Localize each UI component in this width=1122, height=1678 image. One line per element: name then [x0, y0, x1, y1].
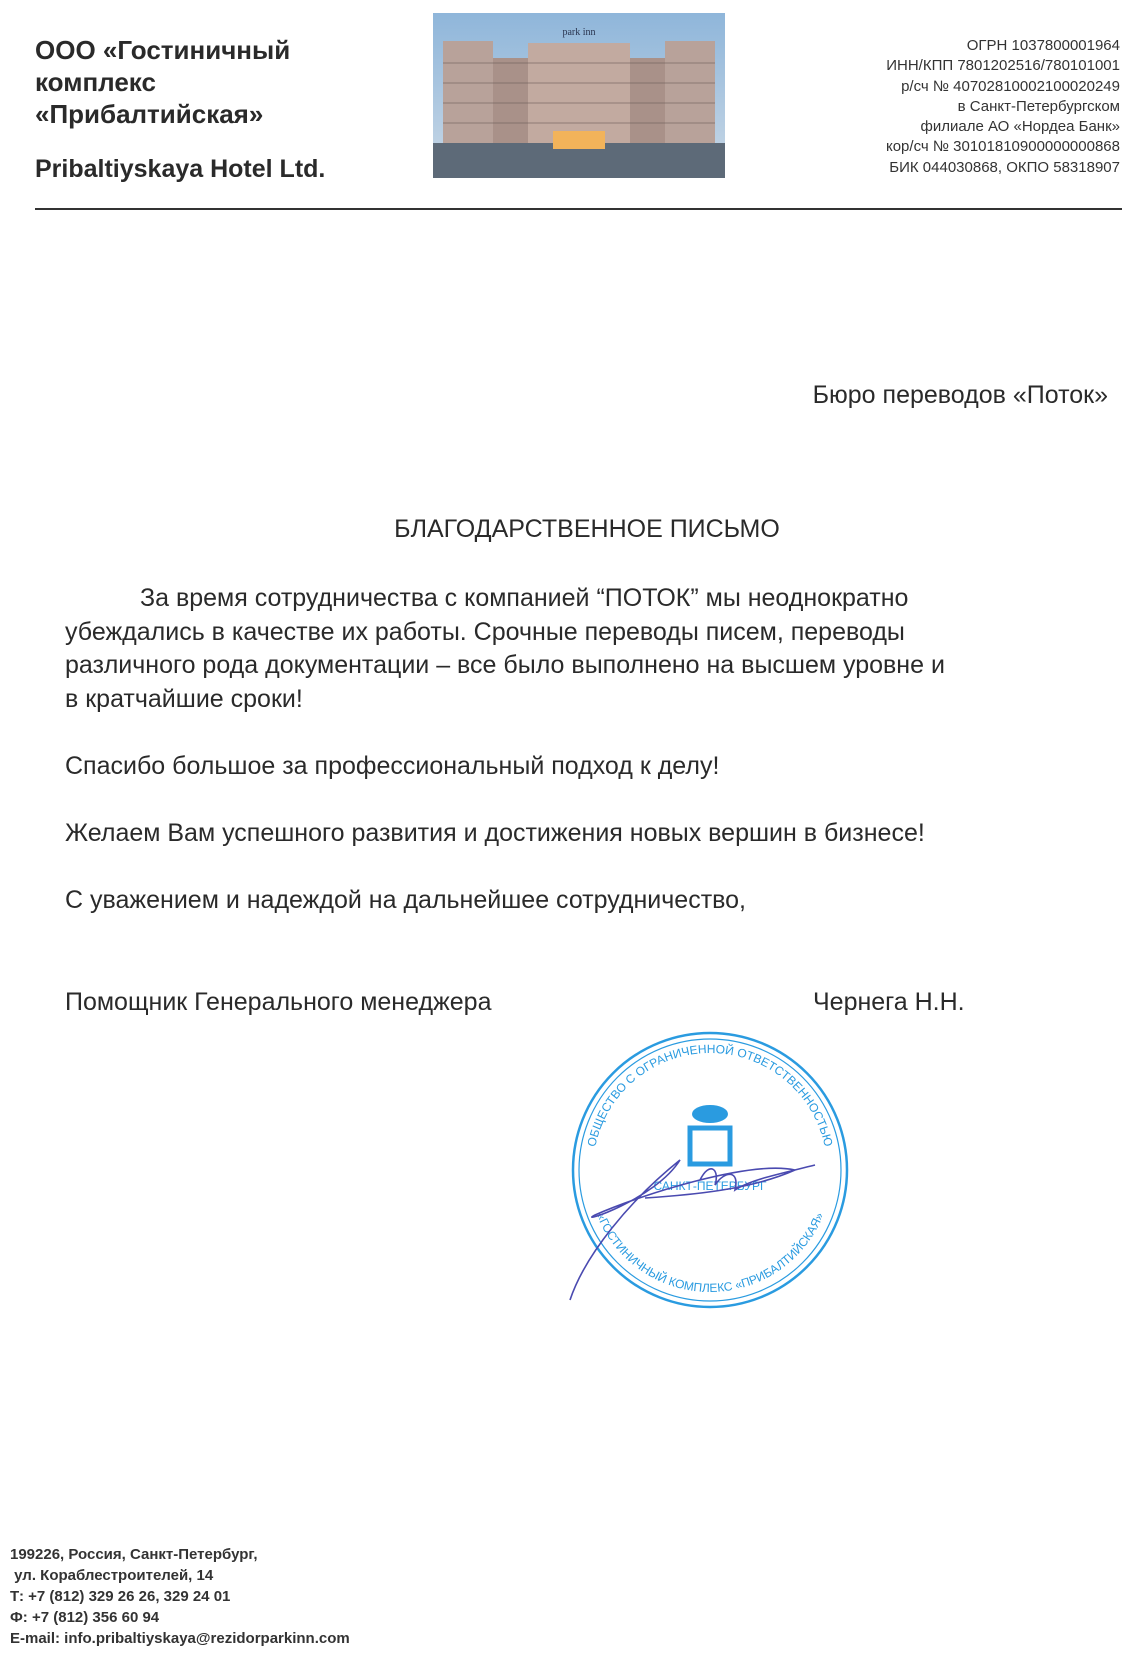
letter-title: БЛАГОДАРСТВЕННОЕ ПИСЬМО — [394, 515, 780, 543]
requisite-line: БИК 044030868, ОКПО 58318907 — [889, 158, 1120, 176]
requisite-line: в Санкт-Петербургском — [957, 97, 1120, 115]
paragraph-line: различного рода документации – все было выполнено на высшем уровне и — [65, 651, 945, 679]
recipient: Бюро переводов «Поток» — [812, 381, 1108, 409]
footer-contacts — [10, 1544, 350, 1649]
requisite-line: р/сч № 40702810002100020249 — [901, 77, 1120, 95]
hotel-photo — [433, 13, 725, 178]
footer-street: ул. Кораблестроителей, 14 — [10, 1567, 214, 1584]
paragraph-line: убеждались в качестве их работы. Срочные переводы писем, переводы — [65, 617, 905, 646]
footer-email: E-mail: info.pribaltiyskaya@rezidorparkinn.com — [10, 1630, 350, 1647]
thanks-line: Спасибо большое за профессиональный подход к делу! — [65, 752, 720, 780]
footer-address: 199226, Россия, Санкт-Петербург, — [10, 1546, 258, 1563]
closing-line: С уважением и надеждой на дальнейшее сотрудничество, — [65, 886, 747, 914]
company-line: комплекс — [35, 67, 156, 97]
company-stamp — [560, 1030, 860, 1315]
requisite-line: филиале АО «Нордеа Банк» — [920, 118, 1120, 136]
paragraph-line: За время сотрудничества с компанией “ПОТОК” мы неоднократно — [140, 584, 909, 612]
stamp-inner-text: «ГОСТИНИЧНЫЙ КОМПЛЕКС «ПРИБАЛТИЙСКАЯ» — [593, 1210, 827, 1296]
stamp-outer-text: ОБЩЕСТВО С ОГРАНИЧЕННОЙ ОТВЕТСТВЕННОСТЬЮ — [584, 1041, 836, 1148]
photo-sign: park inn — [562, 27, 596, 38]
requisite-line: ИНН/КПП 7801202516/780101001 — [886, 57, 1120, 75]
footer-fax: Ф: +7 (812) 356 60 94 — [10, 1609, 160, 1626]
footer-phone: Т: +7 (812) 329 26 26, 329 24 01 — [10, 1588, 231, 1605]
requisite-line: ОГРН 1037800001964 — [966, 37, 1120, 54]
bank-requisites — [886, 36, 1120, 178]
stamp-city: САНКТ-ПЕТЕРБУРГ — [653, 1179, 767, 1193]
requisite-line: кор/сч № 30101810900000000868 — [885, 138, 1120, 156]
letter-paragraph — [65, 582, 945, 716]
company-line: «Прибалтийская» — [35, 99, 264, 129]
paragraph-line: в кратчайшие сроки! — [65, 684, 303, 713]
header-divider — [35, 208, 1122, 210]
company-line: ООО «Гостиничный — [35, 35, 291, 65]
wishes-line: Желаем Вам успешного развития и достижения новых вершин в бизнесе! — [65, 819, 925, 847]
company-name-ru — [35, 34, 290, 130]
company-name-en: Pribaltiyskaya Hotel Ltd. — [35, 155, 326, 183]
lion-emblem-icon — [692, 1105, 728, 1123]
signer-position: Помощник Генерального менеджера — [65, 988, 492, 1016]
signer-name: Чернега Н.Н. — [813, 988, 965, 1016]
